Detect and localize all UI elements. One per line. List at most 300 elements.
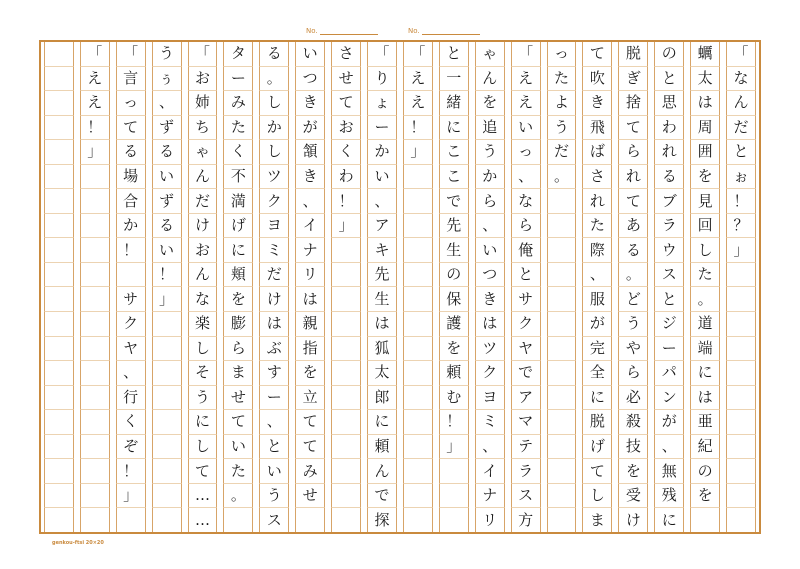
- number-label-2-text: No.: [408, 27, 420, 35]
- grid-cell: に: [188, 410, 218, 435]
- grid-cell: は: [690, 91, 720, 116]
- grid-cell: て: [116, 116, 146, 141]
- grid-cell: ぞ: [116, 435, 146, 460]
- manuscript-column: [185, 42, 221, 532]
- grid-cell: ー: [367, 116, 397, 141]
- grid-cell: [547, 214, 577, 239]
- grid-cell: ウ: [654, 238, 684, 263]
- grid-cell: [331, 410, 361, 435]
- grid-cell: い: [367, 165, 397, 190]
- grid-cell: と: [726, 140, 756, 165]
- grid-cell: [726, 459, 756, 484]
- grid-cell: 技: [618, 435, 648, 460]
- grid-cell: サ: [116, 287, 146, 312]
- grid-cell: お: [188, 238, 218, 263]
- grid-cell: [403, 484, 433, 509]
- grid-cell: ！: [80, 116, 110, 141]
- grid-cell: う: [188, 386, 218, 411]
- grid-cell: [44, 165, 74, 190]
- grid-cell: [439, 484, 469, 509]
- grid-cell: な: [188, 287, 218, 312]
- grid-cell: し: [188, 435, 218, 460]
- manuscript-column: [77, 42, 113, 532]
- grid-cell: っ: [116, 91, 146, 116]
- grid-cell: 追: [475, 116, 505, 141]
- grid-cell: 楽: [188, 312, 218, 337]
- grid-cell: か: [259, 116, 289, 141]
- grid-cell: た: [547, 67, 577, 92]
- grid-cell: 「: [80, 42, 110, 67]
- grid-cell: ん: [475, 67, 505, 92]
- grid-cell: せ: [295, 484, 325, 509]
- grid-cell: は: [295, 287, 325, 312]
- grid-cell: き: [295, 91, 325, 116]
- grid-cell: パ: [654, 361, 684, 386]
- grid-cell: 姉: [188, 91, 218, 116]
- grid-cell: え: [80, 91, 110, 116]
- grid-cell: 方: [511, 508, 541, 532]
- grid-cell: [80, 435, 110, 460]
- grid-cell: [44, 386, 74, 411]
- grid-cell: ヤ: [511, 337, 541, 362]
- grid-cell: 俺: [511, 238, 541, 263]
- grid-cell: ん: [726, 91, 756, 116]
- grid-cell: 残: [654, 484, 684, 509]
- grid-cell: [44, 312, 74, 337]
- grid-cell: 場: [116, 165, 146, 190]
- grid-cell: 周: [690, 116, 720, 141]
- grid-cell: イ: [475, 459, 505, 484]
- grid-cell: 。: [259, 67, 289, 92]
- grid-cell: 保: [439, 287, 469, 312]
- grid-cell: ど: [618, 287, 648, 312]
- grid-cell: [331, 508, 361, 532]
- grid-cell: ぎ: [618, 67, 648, 92]
- grid-cell: タ: [223, 42, 253, 67]
- grid-cell: リ: [295, 263, 325, 288]
- grid-cell: 頬: [223, 263, 253, 288]
- grid-cell: わ: [331, 165, 361, 190]
- grid-cell: …: [188, 484, 218, 509]
- grid-cell: ナ: [475, 484, 505, 509]
- grid-cell: い: [223, 435, 253, 460]
- grid-cell: 。: [618, 263, 648, 288]
- grid-cell: に: [439, 116, 469, 141]
- grid-cell: ク: [116, 312, 146, 337]
- grid-cell: [331, 484, 361, 509]
- grid-cell: る: [116, 140, 146, 165]
- grid-cell: 狐: [367, 337, 397, 362]
- grid-cell: 。: [223, 484, 253, 509]
- grid-cell: 」: [331, 214, 361, 239]
- grid-cell: は: [259, 312, 289, 337]
- grid-cell: [331, 361, 361, 386]
- manuscript-column: [256, 42, 292, 532]
- grid-cell: ぶ: [259, 337, 289, 362]
- manuscript-column: [41, 42, 77, 532]
- grid-cell: と: [654, 287, 684, 312]
- grid-cell: ス: [511, 484, 541, 509]
- grid-cell: し: [582, 484, 612, 509]
- grid-cell: ！: [726, 189, 756, 214]
- grid-cell: 指: [295, 337, 325, 362]
- grid-cell: だ: [188, 189, 218, 214]
- grid-cell: あ: [618, 214, 648, 239]
- manuscript-paper-grid: [39, 40, 761, 534]
- grid-cell: 頼: [367, 435, 397, 460]
- grid-cell: イ: [295, 214, 325, 239]
- manuscript-column: [220, 42, 256, 532]
- grid-cell: 太: [690, 67, 720, 92]
- grid-cell: 紀: [690, 435, 720, 460]
- grid-cell: え: [403, 91, 433, 116]
- grid-cell: [403, 386, 433, 411]
- grid-cell: そ: [188, 361, 218, 386]
- number-label-2: [408, 27, 480, 35]
- grid-cell: ミ: [475, 410, 505, 435]
- grid-cell: ラ: [654, 214, 684, 239]
- grid-cell: せ: [331, 67, 361, 92]
- grid-cell: ！: [152, 263, 182, 288]
- grid-cell: [403, 263, 433, 288]
- grid-cell: た: [223, 116, 253, 141]
- grid-cell: 一: [439, 67, 469, 92]
- manuscript-column: [508, 42, 544, 532]
- grid-cell: 頷: [295, 140, 325, 165]
- grid-cell: [547, 361, 577, 386]
- grid-cell: [44, 189, 74, 214]
- grid-cell: ま: [582, 508, 612, 532]
- grid-cell: [44, 410, 74, 435]
- grid-cell: る: [654, 165, 684, 190]
- grid-cell: う: [475, 140, 505, 165]
- grid-cell: と: [259, 435, 289, 460]
- grid-cell: ス: [654, 263, 684, 288]
- grid-cell: く: [116, 410, 146, 435]
- grid-cell: る: [152, 140, 182, 165]
- grid-cell: [44, 214, 74, 239]
- grid-cell: か: [367, 140, 397, 165]
- grid-cell: に: [223, 238, 253, 263]
- grid-cell: [331, 312, 361, 337]
- grid-cell: 、: [582, 263, 612, 288]
- grid-cell: て: [295, 435, 325, 460]
- grid-cell: 「: [403, 42, 433, 67]
- grid-cell: ク: [511, 312, 541, 337]
- grid-cell: [80, 214, 110, 239]
- grid-cell: 受: [618, 484, 648, 509]
- grid-cell: [403, 508, 433, 532]
- grid-cell: い: [295, 42, 325, 67]
- grid-cell: 護: [439, 312, 469, 337]
- grid-cell: [80, 361, 110, 386]
- manuscript-column: [292, 42, 328, 532]
- grid-cell: 言: [116, 67, 146, 92]
- grid-cell: て: [582, 42, 612, 67]
- grid-cell: む: [439, 386, 469, 411]
- grid-cell: と: [511, 263, 541, 288]
- grid-cell: [80, 238, 110, 263]
- grid-cell: に: [654, 508, 684, 532]
- manuscript-column: [579, 42, 615, 532]
- grid-cell: ア: [367, 214, 397, 239]
- grid-cell: 、: [295, 189, 325, 214]
- grid-cell: 殺: [618, 410, 648, 435]
- grid-cell: げ: [223, 214, 253, 239]
- grid-cell: っ: [547, 42, 577, 67]
- grid-cell: [403, 189, 433, 214]
- grid-cell: [152, 484, 182, 509]
- grid-cell: ー: [654, 337, 684, 362]
- grid-cell: 、: [152, 91, 182, 116]
- grid-cell: ば: [582, 140, 612, 165]
- grid-cell: を: [618, 459, 648, 484]
- grid-cell: よ: [547, 91, 577, 116]
- grid-cell: を: [223, 287, 253, 312]
- manuscript-column: [723, 42, 759, 532]
- grid-cell: い: [259, 459, 289, 484]
- grid-cell: [547, 189, 577, 214]
- grid-cell: 「: [511, 42, 541, 67]
- grid-cell: て: [295, 410, 325, 435]
- grid-cell: て: [618, 116, 648, 141]
- grid-cell: [403, 361, 433, 386]
- grid-cell: ら: [475, 189, 505, 214]
- grid-cell: テ: [511, 435, 541, 460]
- grid-cell: ラ: [511, 459, 541, 484]
- grid-cell: と: [439, 42, 469, 67]
- grid-cell: [152, 435, 182, 460]
- grid-cell: [44, 140, 74, 165]
- grid-cell: が: [295, 116, 325, 141]
- grid-cell: 服: [582, 287, 612, 312]
- grid-cell: け: [259, 287, 289, 312]
- manuscript-column: [615, 42, 651, 532]
- grid-cell: ア: [511, 386, 541, 411]
- grid-cell: 」: [403, 140, 433, 165]
- grid-cell: 不: [223, 165, 253, 190]
- grid-cell: 探: [367, 508, 397, 532]
- grid-cell: さ: [331, 42, 361, 67]
- grid-cell: で: [511, 361, 541, 386]
- grid-cell: [439, 459, 469, 484]
- grid-cell: [403, 312, 433, 337]
- grid-cell: う: [152, 42, 182, 67]
- grid-cell: る: [618, 238, 648, 263]
- grid-cell: サ: [511, 287, 541, 312]
- grid-cell: [44, 435, 74, 460]
- grid-cell: き: [582, 91, 612, 116]
- grid-cell: わ: [654, 116, 684, 141]
- grid-cell: [116, 263, 146, 288]
- grid-cell: [44, 238, 74, 263]
- grid-cell: 必: [618, 386, 648, 411]
- grid-cell: [547, 508, 577, 532]
- grid-cell: [152, 386, 182, 411]
- grid-cell: の: [439, 263, 469, 288]
- grid-cell: く: [223, 140, 253, 165]
- grid-cell: け: [188, 214, 218, 239]
- grid-cell: ぉ: [726, 165, 756, 190]
- grid-cell: な: [511, 189, 541, 214]
- grid-cell: え: [511, 67, 541, 92]
- grid-cell: な: [726, 67, 756, 92]
- grid-cell: ス: [259, 508, 289, 532]
- grid-cell: で: [439, 189, 469, 214]
- grid-cell: [152, 459, 182, 484]
- grid-cell: お: [331, 116, 361, 141]
- grid-cell: が: [654, 410, 684, 435]
- grid-cell: ！: [116, 238, 146, 263]
- grid-cell: [295, 508, 325, 532]
- grid-cell: の: [654, 42, 684, 67]
- grid-cell: [547, 410, 577, 435]
- grid-cell: し: [690, 238, 720, 263]
- grid-cell: が: [582, 312, 612, 337]
- grid-cell: 際: [582, 238, 612, 263]
- paper-footer-label: genkou-ftsi 20×20: [52, 540, 104, 546]
- grid-cell: [547, 337, 577, 362]
- grid-cell: 無: [654, 459, 684, 484]
- grid-cell: に: [367, 410, 397, 435]
- grid-cell: [331, 386, 361, 411]
- grid-cell: 、: [259, 410, 289, 435]
- grid-cell: ゃ: [188, 140, 218, 165]
- grid-cell: 」: [80, 140, 110, 165]
- grid-cell: 親: [295, 312, 325, 337]
- grid-cell: え: [403, 67, 433, 92]
- grid-cell: [547, 287, 577, 312]
- grid-cell: 先: [367, 263, 397, 288]
- grid-cell: つ: [475, 263, 505, 288]
- manuscript-column: [364, 42, 400, 532]
- number-line-1: [320, 34, 378, 35]
- grid-cell: ず: [152, 116, 182, 141]
- grid-cell: 脱: [618, 42, 648, 67]
- grid-cell: み: [295, 459, 325, 484]
- grid-cell: 。: [547, 165, 577, 190]
- grid-cell: [439, 508, 469, 532]
- grid-cell: は: [367, 312, 397, 337]
- grid-cell: [44, 287, 74, 312]
- grid-cell: ？: [726, 214, 756, 239]
- grid-cell: ら: [511, 214, 541, 239]
- grid-cell: 生: [367, 287, 397, 312]
- grid-cell: 」: [439, 435, 469, 460]
- grid-cell: ク: [475, 361, 505, 386]
- grid-cell: 吹: [582, 67, 612, 92]
- grid-cell: れ: [654, 140, 684, 165]
- grid-cell: い: [152, 165, 182, 190]
- grid-cell: さ: [582, 165, 612, 190]
- grid-cell: を: [690, 165, 720, 190]
- grid-cell: [726, 435, 756, 460]
- grid-cell: や: [618, 337, 648, 362]
- grid-cell: [547, 312, 577, 337]
- grid-cell: 先: [439, 214, 469, 239]
- grid-cell: [80, 386, 110, 411]
- grid-cell: [80, 337, 110, 362]
- grid-cell: ー: [259, 386, 289, 411]
- grid-cell: [44, 42, 74, 67]
- manuscript-column: [400, 42, 436, 532]
- grid-cell: ツ: [259, 165, 289, 190]
- grid-cell: [44, 484, 74, 509]
- grid-cell: [331, 435, 361, 460]
- grid-cell: [403, 410, 433, 435]
- grid-cell: [547, 238, 577, 263]
- grid-cell: っ: [511, 140, 541, 165]
- grid-cell: [80, 312, 110, 337]
- grid-cell: [152, 508, 182, 532]
- grid-cell: う: [259, 484, 289, 509]
- grid-cell: う: [618, 312, 648, 337]
- grid-cell: ナ: [295, 238, 325, 263]
- grid-cell: ブ: [654, 189, 684, 214]
- grid-cell: 」: [152, 287, 182, 312]
- grid-cell: 太: [367, 361, 397, 386]
- grid-cell: [80, 263, 110, 288]
- grid-cell: み: [223, 91, 253, 116]
- grid-cell: [690, 508, 720, 532]
- grid-cell: [547, 459, 577, 484]
- grid-cell: [547, 484, 577, 509]
- grid-cell: し: [259, 91, 289, 116]
- grid-cell: ら: [223, 337, 253, 362]
- grid-cell: と: [654, 67, 684, 92]
- grid-cell: [44, 67, 74, 92]
- grid-cell: ツ: [475, 337, 505, 362]
- grid-cell: 満: [223, 189, 253, 214]
- grid-cell: [80, 189, 110, 214]
- grid-cell: リ: [475, 508, 505, 532]
- grid-cell: 「: [116, 42, 146, 67]
- grid-cell: 思: [654, 91, 684, 116]
- grid-cell: 完: [582, 337, 612, 362]
- grid-cell: [44, 361, 74, 386]
- manuscript-column: [544, 42, 580, 532]
- grid-cell: ん: [367, 459, 397, 484]
- grid-cell: の: [690, 459, 720, 484]
- grid-cell: [726, 361, 756, 386]
- manuscript-column: [328, 42, 364, 532]
- manuscript-column: [113, 42, 149, 532]
- grid-cell: [152, 337, 182, 362]
- grid-cell: [726, 312, 756, 337]
- grid-cell: 」: [726, 238, 756, 263]
- grid-cell: [80, 287, 110, 312]
- grid-cell: 道: [690, 312, 720, 337]
- grid-cell: [331, 287, 361, 312]
- grid-cell: す: [259, 361, 289, 386]
- grid-cell: て: [331, 91, 361, 116]
- grid-cell: 頼: [439, 361, 469, 386]
- grid-cell: [80, 508, 110, 532]
- grid-cell: え: [80, 67, 110, 92]
- grid-cell: 生: [439, 238, 469, 263]
- grid-cell: 行: [116, 386, 146, 411]
- grid-cell: は: [475, 312, 505, 337]
- grid-cell: を: [690, 484, 720, 509]
- grid-cell: を: [475, 91, 505, 116]
- manuscript-column: [436, 42, 472, 532]
- grid-cell: 。: [690, 287, 720, 312]
- grid-cell: い: [152, 238, 182, 263]
- grid-cell: [331, 337, 361, 362]
- grid-cell: [152, 410, 182, 435]
- grid-cell: ら: [618, 361, 648, 386]
- grid-cell: い: [511, 116, 541, 141]
